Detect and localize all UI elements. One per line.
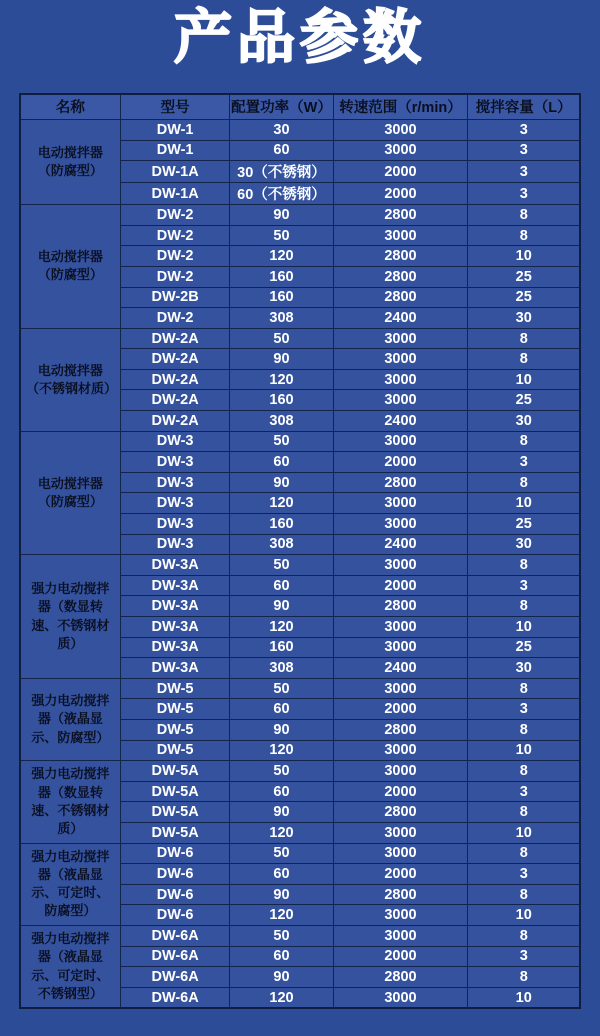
column-header-2: 配置功率（W） — [230, 94, 333, 120]
speed-cell: 2800 — [333, 472, 468, 493]
capacity-cell: 8 — [468, 967, 580, 988]
speed-cell: 3000 — [333, 555, 468, 576]
speed-cell: 2800 — [333, 884, 468, 905]
power-cell: 50 — [230, 761, 333, 782]
model-cell: DW-2 — [120, 205, 230, 226]
capacity-cell: 3 — [468, 699, 580, 720]
power-cell: 90 — [230, 205, 333, 226]
speed-cell: 2800 — [333, 596, 468, 617]
capacity-cell: 8 — [468, 555, 580, 576]
speed-cell: 3000 — [333, 740, 468, 761]
speed-cell: 2400 — [333, 411, 468, 432]
power-cell: 160 — [230, 514, 333, 535]
model-cell: DW-3 — [120, 534, 230, 555]
power-cell: 50 — [230, 925, 333, 946]
capacity-cell: 8 — [468, 802, 580, 823]
capacity-cell: 3 — [468, 946, 580, 967]
capacity-cell: 8 — [468, 472, 580, 493]
capacity-cell: 10 — [468, 493, 580, 514]
capacity-cell: 3 — [468, 452, 580, 473]
table-row — [20, 843, 580, 864]
power-cell: 160 — [230, 287, 333, 308]
speed-cell: 3000 — [333, 843, 468, 864]
capacity-cell: 10 — [468, 987, 580, 1008]
power-cell: 120 — [230, 493, 333, 514]
speed-cell: 2800 — [333, 205, 468, 226]
speed-cell: 2000 — [333, 699, 468, 720]
speed-cell: 2000 — [333, 781, 468, 802]
power-cell: 30 — [230, 119, 333, 140]
power-cell: 50 — [230, 431, 333, 452]
speed-cell: 2800 — [333, 287, 468, 308]
model-cell: DW-5A — [120, 822, 230, 843]
model-cell: DW-3 — [120, 472, 230, 493]
speed-cell: 3000 — [333, 349, 468, 370]
capacity-cell: 8 — [468, 719, 580, 740]
model-cell: DW-1A — [120, 183, 230, 205]
power-cell: 50 — [230, 328, 333, 349]
capacity-cell: 8 — [468, 925, 580, 946]
speed-cell: 3000 — [333, 514, 468, 535]
model-cell: DW-2A — [120, 369, 230, 390]
capacity-cell: 30 — [468, 411, 580, 432]
model-cell: DW-6A — [120, 987, 230, 1008]
model-cell: DW-6A — [120, 925, 230, 946]
product-spec-table — [19, 93, 581, 1009]
model-cell: DW-3 — [120, 514, 230, 535]
power-cell: 90 — [230, 967, 333, 988]
power-cell: 120 — [230, 369, 333, 390]
speed-cell: 2000 — [333, 183, 468, 205]
power-cell: 160 — [230, 637, 333, 658]
power-cell: 160 — [230, 390, 333, 411]
capacity-cell: 25 — [468, 287, 580, 308]
model-cell: DW-2A — [120, 349, 230, 370]
power-cell: 308 — [230, 411, 333, 432]
column-header-3: 转速范围（r/min） — [333, 94, 468, 120]
capacity-cell: 8 — [468, 843, 580, 864]
table-row — [20, 761, 580, 782]
speed-cell: 3000 — [333, 822, 468, 843]
capacity-cell: 25 — [468, 637, 580, 658]
model-cell: DW-6 — [120, 864, 230, 885]
power-cell: 60 — [230, 452, 333, 473]
speed-cell: 3000 — [333, 678, 468, 699]
power-cell: 90 — [230, 472, 333, 493]
power-cell: 160 — [230, 266, 333, 287]
power-cell: 308 — [230, 534, 333, 555]
model-cell: DW-2A — [120, 328, 230, 349]
model-cell: DW-3 — [120, 431, 230, 452]
power-cell: 50 — [230, 225, 333, 246]
capacity-cell: 8 — [468, 596, 580, 617]
capacity-cell: 8 — [468, 349, 580, 370]
group-name-cell-8: 强力电动搅拌器（液晶显示、可定时、不锈钢型） — [20, 925, 120, 1008]
power-cell: 60（不锈钢） — [230, 183, 333, 205]
capacity-cell: 8 — [468, 431, 580, 452]
model-cell: DW-5 — [120, 678, 230, 699]
speed-cell: 3000 — [333, 119, 468, 140]
speed-cell: 3000 — [333, 431, 468, 452]
power-cell: 60 — [230, 946, 333, 967]
capacity-cell: 30 — [468, 658, 580, 679]
speed-cell: 2000 — [333, 452, 468, 473]
power-cell: 120 — [230, 905, 333, 926]
speed-cell: 3000 — [333, 140, 468, 161]
table-row — [20, 555, 580, 576]
power-cell: 50 — [230, 843, 333, 864]
model-cell: DW-3A — [120, 575, 230, 596]
model-cell: DW-1 — [120, 140, 230, 161]
capacity-cell: 10 — [468, 369, 580, 390]
capacity-cell: 3 — [468, 864, 580, 885]
speed-cell: 2000 — [333, 864, 468, 885]
group-name-cell-6: 强力电动搅拌器（数显转速、不锈钢材质） — [20, 761, 120, 843]
speed-cell: 2800 — [333, 719, 468, 740]
power-cell: 60 — [230, 140, 333, 161]
power-cell: 308 — [230, 658, 333, 679]
page-title: 产品参数 — [173, 5, 426, 70]
column-header-4: 搅拌容量（L） — [468, 94, 580, 120]
capacity-cell: 10 — [468, 822, 580, 843]
power-cell: 60 — [230, 575, 333, 596]
speed-cell: 2000 — [333, 946, 468, 967]
group-name-cell-5: 强力电动搅拌器（液晶显示、防腐型） — [20, 678, 120, 760]
model-cell: DW-5 — [120, 719, 230, 740]
speed-cell: 3000 — [333, 987, 468, 1008]
model-cell: DW-6A — [120, 967, 230, 988]
model-cell: DW-2 — [120, 225, 230, 246]
capacity-cell: 10 — [468, 246, 580, 267]
speed-cell: 2400 — [333, 534, 468, 555]
capacity-cell: 8 — [468, 761, 580, 782]
capacity-cell: 10 — [468, 617, 580, 638]
model-cell: DW-3A — [120, 596, 230, 617]
capacity-cell: 25 — [468, 266, 580, 287]
power-cell: 120 — [230, 822, 333, 843]
model-cell: DW-2 — [120, 246, 230, 267]
power-cell: 50 — [230, 555, 333, 576]
model-cell: DW-5 — [120, 699, 230, 720]
model-cell: DW-1 — [120, 119, 230, 140]
model-cell: DW-5 — [120, 740, 230, 761]
power-cell: 120 — [230, 740, 333, 761]
table-header-row — [20, 94, 580, 120]
model-cell: DW-2A — [120, 411, 230, 432]
speed-cell: 2000 — [333, 161, 468, 183]
model-cell: DW-3A — [120, 555, 230, 576]
power-cell: 90 — [230, 719, 333, 740]
power-cell: 90 — [230, 349, 333, 370]
model-cell: DW-2A — [120, 390, 230, 411]
speed-cell: 3000 — [333, 617, 468, 638]
speed-cell: 3000 — [333, 905, 468, 926]
power-cell: 90 — [230, 596, 333, 617]
speed-cell: 3000 — [333, 328, 468, 349]
group-name-cell-1: 电动搅拌器（防腐型） — [20, 205, 120, 329]
speed-cell: 3000 — [333, 369, 468, 390]
model-cell: DW-3A — [120, 617, 230, 638]
capacity-cell: 10 — [468, 740, 580, 761]
capacity-cell: 25 — [468, 390, 580, 411]
capacity-cell: 8 — [468, 328, 580, 349]
capacity-cell: 3 — [468, 140, 580, 161]
column-header-1: 型号 — [120, 94, 230, 120]
table-row — [20, 925, 580, 946]
model-cell: DW-2B — [120, 287, 230, 308]
capacity-cell: 3 — [468, 781, 580, 802]
capacity-cell: 3 — [468, 161, 580, 183]
capacity-cell: 30 — [468, 534, 580, 555]
capacity-cell: 8 — [468, 678, 580, 699]
model-cell: DW-3 — [120, 493, 230, 514]
speed-cell: 3000 — [333, 225, 468, 246]
model-cell: DW-3A — [120, 637, 230, 658]
speed-cell: 2800 — [333, 266, 468, 287]
model-cell: DW-2 — [120, 308, 230, 329]
speed-cell: 3000 — [333, 493, 468, 514]
capacity-cell: 25 — [468, 514, 580, 535]
power-cell: 60 — [230, 864, 333, 885]
power-cell: 90 — [230, 884, 333, 905]
model-cell: DW-3 — [120, 452, 230, 473]
table-body — [20, 119, 580, 1008]
power-cell: 50 — [230, 678, 333, 699]
capacity-cell: 8 — [468, 205, 580, 226]
power-cell: 60 — [230, 699, 333, 720]
speed-cell: 3000 — [333, 637, 468, 658]
model-cell: DW-1A — [120, 161, 230, 183]
group-name-cell-4: 强力电动搅拌器（数显转速、不锈钢材质） — [20, 555, 120, 679]
power-cell: 120 — [230, 246, 333, 267]
group-name-cell-2: 电动搅拌器（不锈钢材质） — [20, 328, 120, 431]
speed-cell: 2400 — [333, 658, 468, 679]
model-cell: DW-5A — [120, 761, 230, 782]
speed-cell: 2000 — [333, 575, 468, 596]
speed-cell: 2800 — [333, 967, 468, 988]
speed-cell: 3000 — [333, 925, 468, 946]
table-row — [20, 119, 580, 140]
power-cell: 60 — [230, 781, 333, 802]
capacity-cell: 3 — [468, 183, 580, 205]
speed-cell: 3000 — [333, 390, 468, 411]
capacity-cell: 8 — [468, 225, 580, 246]
capacity-cell: 3 — [468, 119, 580, 140]
speed-cell: 2800 — [333, 246, 468, 267]
model-cell: DW-3A — [120, 658, 230, 679]
table-row — [20, 431, 580, 452]
capacity-cell: 30 — [468, 308, 580, 329]
capacity-cell: 8 — [468, 884, 580, 905]
group-name-cell-3: 电动搅拌器（防腐型） — [20, 431, 120, 555]
group-name-cell-7: 强力电动搅拌器（液晶显示、可定时、防腐型） — [20, 843, 120, 925]
power-cell: 30（不锈钢） — [230, 161, 333, 183]
model-cell: DW-5A — [120, 802, 230, 823]
model-cell: DW-2 — [120, 266, 230, 287]
power-cell: 120 — [230, 617, 333, 638]
model-cell: DW-6A — [120, 946, 230, 967]
group-name-cell-0: 电动搅拌器（防腐型） — [20, 119, 120, 204]
model-cell: DW-6 — [120, 905, 230, 926]
model-cell: DW-6 — [120, 884, 230, 905]
table-row — [20, 328, 580, 349]
table-row — [20, 205, 580, 226]
power-cell: 90 — [230, 802, 333, 823]
capacity-cell: 10 — [468, 905, 580, 926]
model-cell: DW-6 — [120, 843, 230, 864]
capacity-cell: 3 — [468, 575, 580, 596]
model-cell: DW-5A — [120, 781, 230, 802]
speed-cell: 2800 — [333, 802, 468, 823]
column-header-0: 名称 — [20, 94, 120, 120]
speed-cell: 2400 — [333, 308, 468, 329]
table-row — [20, 678, 580, 699]
speed-cell: 3000 — [333, 761, 468, 782]
power-cell: 120 — [230, 987, 333, 1008]
power-cell: 308 — [230, 308, 333, 329]
